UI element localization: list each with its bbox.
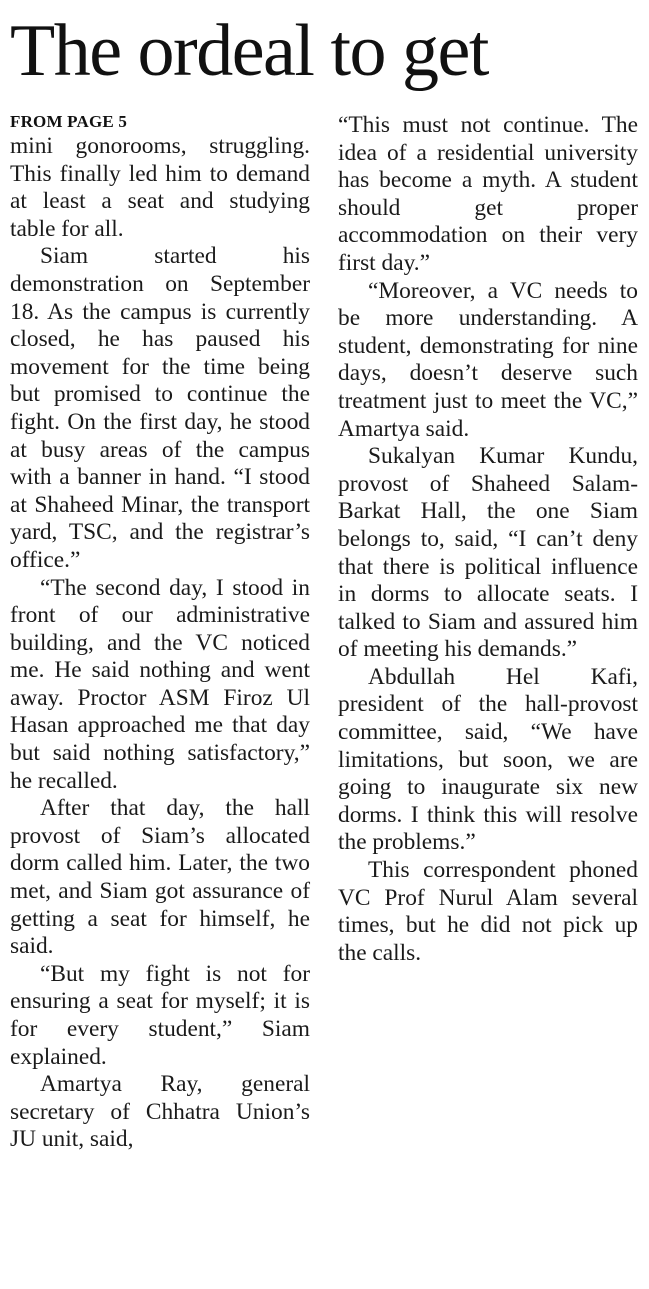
paragraph: “The second day, I stood in front of our administrative building, and the VC noticed me. He said nothing and went away. Proctor ASM Firoz Ul Hasan approached me that day but said nothing satisfactory,” he recalled. — [10, 574, 310, 794]
paragraph: This correspondent phoned VC Prof Nurul Alam several times, but he did not pick up the calls. — [338, 857, 638, 966]
left-column — [10, 110, 310, 1154]
paragraph: “But my fight is not for ensuring a seat for myself; it is for every student,” Siam explained. — [10, 960, 310, 1070]
paragraph: “Moreover, a VC needs to be more understanding. A student, demonstrating for nine days, doesn’t deserve such treatment just to meet the VC,” Amartya said. — [338, 277, 638, 442]
paragraph: Siam started his demonstration on September 18. As the campus is currently closed, he has paused his movement for the time being but promised to continue the fight. On the first day, he stood at busy areas of the campus with a banner in hand. “I stood at Shaheed Minar, the transport yard, TSC, and the registrar’s office.” — [10, 243, 310, 573]
right-column — [338, 112, 638, 967]
continued-from-kicker: FROM PAGE 5 — [10, 112, 128, 131]
paragraph: Amartya Ray, general secretary of Chhatra Union’s JU unit, said, — [10, 1071, 310, 1153]
paragraph: Sukalyan Kumar Kundu, provost of Shaheed Salam-Barkat Hall, the one Siam belongs to, said, “I can’t deny that there is political influence in dorms to allocate seats. I talked to Siam and assured him of meeting his demands.” — [338, 443, 638, 663]
headline: The ordeal to get — [10, 10, 488, 92]
paragraph: mini gonorooms, struggling. This finally led him to demand at least a seat and studying table for all. — [10, 133, 310, 242]
paragraph: After that day, the hall provost of Siam’s allocated dorm called him. Later, the two met, and Siam got assurance of getting a seat for himself, he said. — [10, 795, 310, 960]
paragraph: Abdullah Hel Kafi, president of the hall-provost committee, said, “We have limitations, but soon, we are going to inaugurate six new dorms. I think this will resolve the problems.” — [338, 663, 638, 856]
paragraph: “This must not continue. The idea of a residential university has become a myth. A student should get proper accommodation on their very first day.” — [338, 112, 638, 276]
